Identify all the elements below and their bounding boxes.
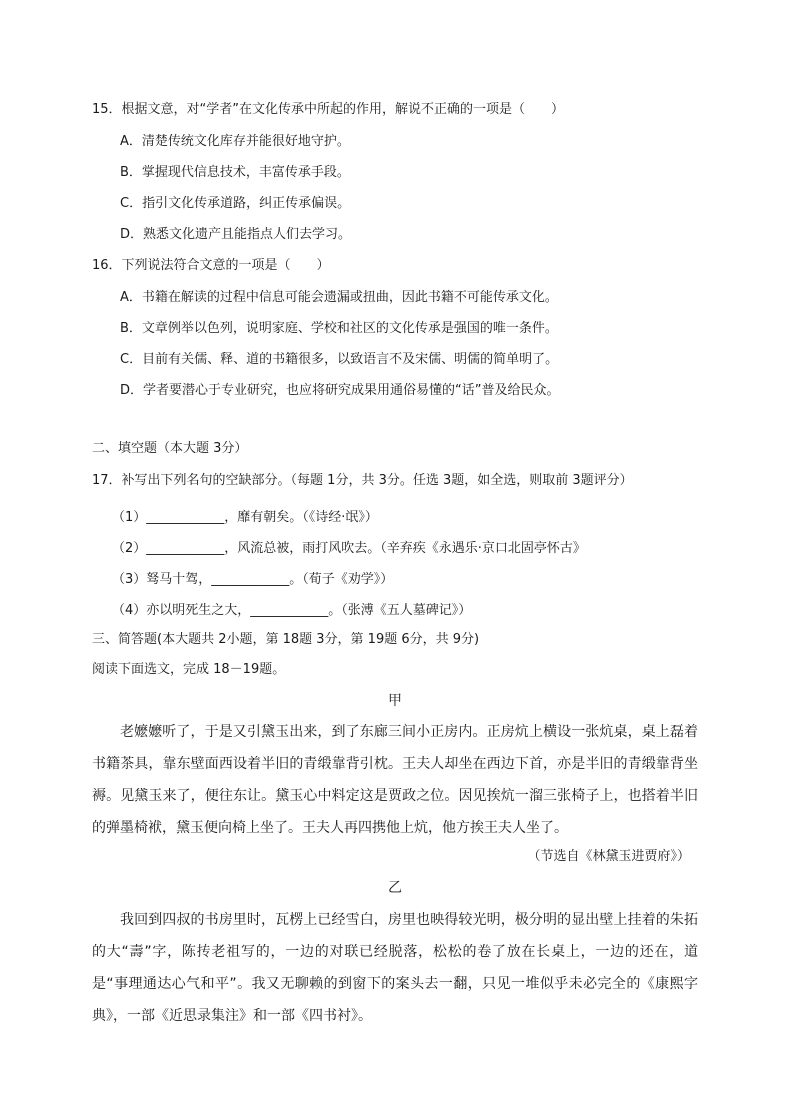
- reading-instruction: 阅读下面选文，完成 18－19题。: [92, 662, 286, 677]
- passage-a: [92, 716, 698, 844]
- q17-item-3: （3）驽马十驾，____________。（荀子《劝学》）: [112, 572, 394, 587]
- q16-option-a: A．书籍在解读的过程中信息可能会遗漏或扭曲，因此书籍不可能传承文化。: [120, 290, 558, 305]
- passage-b-text: 我回到四叔的书房里时，瓦楞上已经雪白，房里也映得较光明，极分明的显出壁上挂着的朱拓的大“壽”字，陈抟老祖写的，一边的对联已经脱落，松松的卷了放在长桌上，一边的还在，道是“事理通达心气和平”。我又无聊赖的到窗下的案头去一翻，只见一堆似乎未必完全的《康熙字典》，一部《近思录集注》和一部《四书衬》。: [92, 912, 698, 1024]
- passage-a-label: 甲: [388, 693, 402, 709]
- q16-option-b: B．文章例举以色列，说明家庭、学校和社区的文化传承是强国的唯一条件。: [120, 321, 558, 336]
- q15-option-c: C．指引文化传承道路，纠正传承偏误。: [120, 196, 351, 211]
- passage-a-text: 老嬷嬷听了，于是又引黛玉出来，到了东廊三间小正房内。正房炕上横设一张炕桌，桌上磊着书籍茶具，靠东壁面西设着半旧的青缎靠背引枕。王夫人却坐在西边下首，亦是半旧的青缎靠背坐褥。见黛玉来了，便往东让。黛玉心中料定这是贾政之位。因见挨炕一溜三张椅子上，也搭着半旧的弹墨椅袱，黛玉便向椅上坐了。王夫人再四携他上炕，他方挨王夫人坐了。: [92, 724, 698, 836]
- q16-stem: 16．下列说法符合文意的一项是（ ）: [92, 258, 330, 273]
- section3-heading: 三、简答题(本大题共 2小题，第 18题 3分，第 19题 6分，共 9分): [92, 632, 480, 647]
- q16-option-d: D．学者要潜心于专业研究，也应将研究成果用通俗易懂的“话”普及给民众。: [120, 383, 560, 398]
- q15-option-b: B．掌握现代信息技术，丰富传承手段。: [120, 165, 350, 180]
- section2-heading: 二、填空题（本大题 3分）: [92, 441, 248, 456]
- q17-item-4: （4）亦以明死生之大，____________。（张溥《五人墓碑记》）: [112, 603, 472, 618]
- passage-b-label: 乙: [388, 880, 402, 896]
- q17-item-1: （1）____________，靡有朝矣。（《诗经·氓》）: [112, 510, 378, 525]
- q15-option-d: D．熟悉文化遗产且能指点人们去学习。: [120, 227, 352, 242]
- q17-stem: 17．补写出下列名句的空缺部分。（每题 1分，共 3分。任选 3题，如全选，则取前 3题评分）: [92, 473, 633, 488]
- passage-b: [92, 904, 698, 1032]
- q17-item-2: （2）____________，风流总被，雨打风吹去。（辛弃疾《永遇乐·京口北固亭怀古》: [112, 541, 586, 556]
- q15-option-a: A．清楚传统文化库存并能很好地守护。: [120, 134, 350, 149]
- passage-a-source: （节选自《林黛玉进贾府》）: [527, 849, 690, 864]
- q16-option-c: C．目前有关儒、释、道的书籍很多，以致语言不及宋儒、明儒的简单明了。: [120, 352, 559, 367]
- q15-stem: 15．根据文意，对“学者”在文化传承中所起的作用，解说不正确的一项是（ ）: [92, 102, 565, 117]
